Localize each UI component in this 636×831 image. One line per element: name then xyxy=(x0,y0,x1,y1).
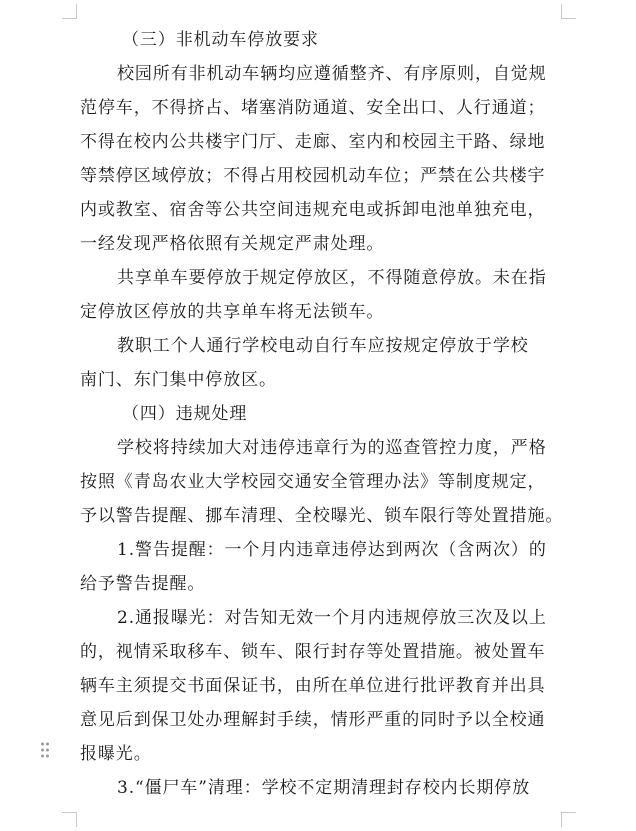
paragraph-line: 意见后到保卫处办理解封手续，情形严重的同时予以全校通 xyxy=(80,710,546,730)
paragraph-line: 等禁停区域停放；不得占用校园机动车位；严禁在公共楼宇 xyxy=(80,166,546,186)
page-corner-mark xyxy=(62,4,77,19)
paragraph-line: 予以警告提醒、挪车清理、全校曝光、锁车限行等处置措施。 xyxy=(80,506,564,526)
paragraph-line: 不得在校内公共楼宇门厅、走廊、室内和校园主干路、绿地 xyxy=(80,132,546,152)
page-corner-mark xyxy=(561,812,576,827)
paragraph-line: 给予警告提醒。 xyxy=(80,574,206,594)
paragraph-line: 学校将持续加大对违停违章行为的巡查管控力度，严格 xyxy=(117,438,547,458)
paragraph-line: 定停放区停放的共享单车将无法锁车。 xyxy=(80,302,385,322)
paragraph-line: 的，视情采取移车、锁车、限行封存等处置措施。被处置车 xyxy=(80,642,546,662)
paragraph-line: 范停车，不得挤占、堵塞消防通道、安全出口、人行通道； xyxy=(80,98,546,118)
paragraph-line: 教职工个人通行学校电动自行车应按规定停放于学校 xyxy=(117,336,529,356)
paragraph-line: 报曝光。 xyxy=(80,744,152,764)
paragraph-line: 内或教室、宿舍等公共空间违规充电或拆卸电池单独充电， xyxy=(80,200,546,220)
paragraph-line: 校园所有非机动车辆均应遵循整齐、有序原则，自觉规 xyxy=(117,64,547,84)
paragraph-line: 按照《青岛农业大学校园交通安全管理办法》等制度规定， xyxy=(80,472,546,492)
section-heading: （三）非机动车停放要求 xyxy=(122,30,319,50)
paragraph-line: 辆车主须提交书面保证书，由所在单位进行批评教育并出具 xyxy=(80,676,546,696)
page-corner-mark xyxy=(561,4,576,19)
paragraph-line: 1.警告提醒：一个月内违章违停达到两次（含两次）的 xyxy=(117,540,547,560)
section-heading: （四）违规处理 xyxy=(122,404,248,424)
page-corner-mark xyxy=(62,812,77,827)
paragraph-line: 2.通报曝光：对告知无效一个月内违规停放三次及以上 xyxy=(117,608,547,628)
paragraph-line: 共享单车要停放于规定停放区，不得随意停放。未在指 xyxy=(117,268,547,288)
drag-handle-icon[interactable] xyxy=(40,741,50,759)
paragraph-line: 一经发现严格依照有关规定严肃处理。 xyxy=(80,234,385,254)
paragraph-line: 南门、东门集中停放区。 xyxy=(80,370,277,390)
paragraph-line: 3.“僵尸车”清理：学校不定期清理封存校内长期停放 xyxy=(117,778,531,798)
